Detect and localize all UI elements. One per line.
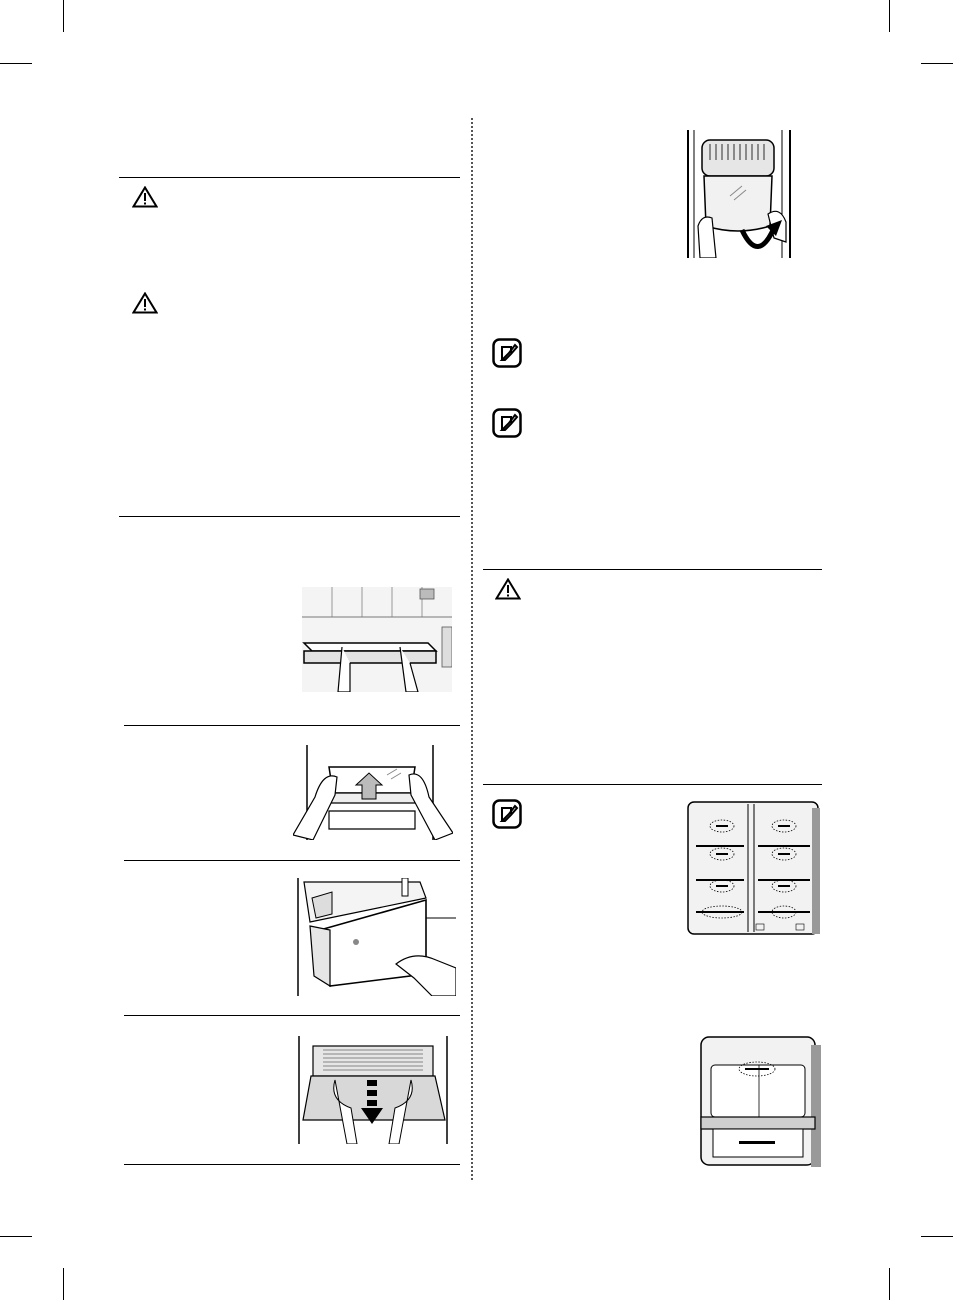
shelf-positions-diagram xyxy=(686,800,822,938)
crop-mark xyxy=(889,1268,890,1300)
shelf-lift-illustration xyxy=(293,745,453,840)
warning-triangle-icon xyxy=(495,578,521,600)
crop-mark xyxy=(0,1236,32,1237)
crop-mark xyxy=(921,63,953,64)
crop-mark xyxy=(921,1236,953,1237)
step-rule xyxy=(124,1164,460,1165)
step-rule xyxy=(124,860,460,861)
crisper-drawer-illustration xyxy=(296,878,456,996)
column-divider xyxy=(471,118,473,1180)
warning-triangle-icon xyxy=(132,292,158,314)
step-rule xyxy=(124,725,460,726)
section-rule xyxy=(483,569,822,570)
section-rule xyxy=(119,177,460,178)
ice-bucket-illustration xyxy=(686,130,798,258)
section-rule xyxy=(483,784,822,785)
step-rule xyxy=(124,1015,460,1016)
note-pencil-icon xyxy=(492,799,522,829)
drawer-cover-illustration xyxy=(295,1036,455,1144)
note-pencil-icon xyxy=(492,408,522,438)
crop-mark xyxy=(0,63,32,64)
note-pencil-icon xyxy=(492,338,522,368)
crop-mark xyxy=(63,1268,64,1300)
freezer-shelf-illustration xyxy=(302,587,452,692)
compartment-positions-diagram xyxy=(699,1035,823,1169)
crop-mark xyxy=(889,0,890,32)
warning-triangle-icon xyxy=(132,186,158,208)
crop-mark xyxy=(63,0,64,32)
section-rule xyxy=(119,516,460,517)
